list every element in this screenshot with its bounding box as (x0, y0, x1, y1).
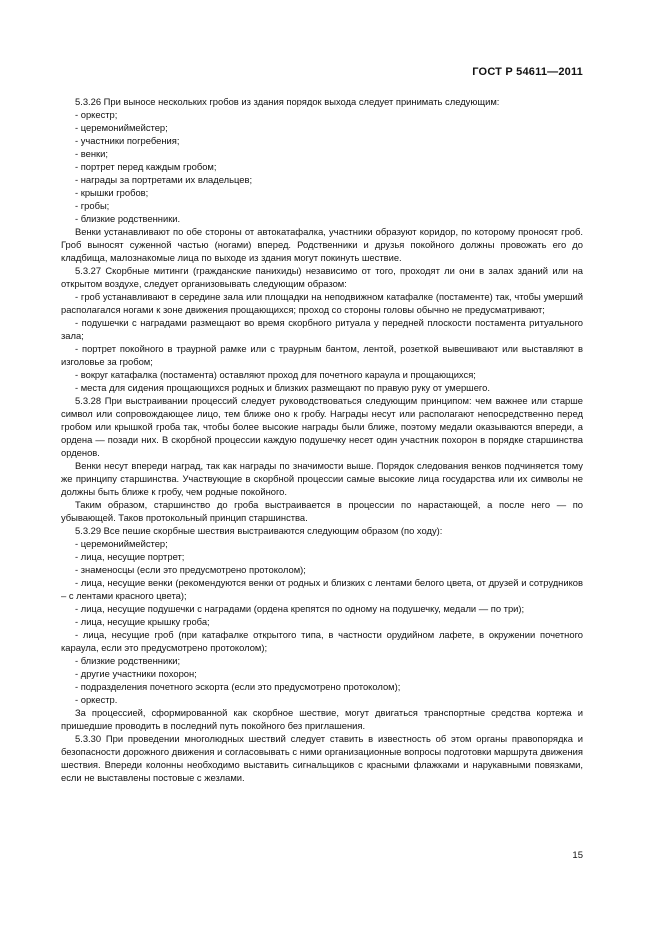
list-item: - крышки гробов; (75, 187, 149, 198)
list-item: - лица, несущие венки (рекомендуются венки от родных и близких с лентами белого цвета, от друзей и сотрудников – с лентами красного цвета); (61, 577, 583, 601)
list-item: - церемониймейстер; (75, 122, 168, 133)
list-item: - портрет покойного в траурной рамке или с траурным бантом, лентой, розеткой вывешивают или выставляют в изголовье за гробом; (61, 343, 583, 367)
list-item: - церемониймейстер; (75, 538, 168, 549)
list-item: - подушечки с наградами размещают во время скорбного ритуала у передней плоскости постамента ритуального зала; (61, 317, 583, 341)
document-body (61, 95, 583, 784)
paragraph: 5.3.27 Скорбные митинги (гражданские панихиды) независимо от того, проходят ли они в залах зданий или на открытом воздухе, следует организовывать следующим образом: (61, 265, 583, 289)
paragraph: 5.3.26 При выносе нескольких гробов из здания порядок выхода следует принимать следующим: (75, 96, 500, 107)
list-item: - портрет перед каждым гробом; (75, 161, 217, 172)
list-item: - знаменосцы (если это предусмотрено протоколом); (75, 564, 306, 575)
paragraph: 5.3.28 При выстраивании процессий следует руководствоваться следующим принципом: чем важнее или старше символ или сопровождающее лицо, тем ближе оно к гробу. Награды несут или располагают непосредственно перед гробом или крышкой гроба так, чтобы более высокие награды были ближе, поэтому медали оказываются впереди, а ордена — позади них. В скорбной процессии каждую подушечку несет один участник похорон в порядке старшинства орденов. (61, 395, 583, 458)
list-item: - оркестр; (75, 109, 118, 120)
list-item: - участники погребения; (75, 135, 180, 146)
list-item: - близкие родственники; (75, 655, 181, 666)
list-item: - гроб устанавливают в середине зала или площадки на неподвижном катафалке (постаменте) так, чтобы умерший располагался ногами к зоне движения прощающихся; проход со стороны головы обычно не предусматривают; (61, 291, 583, 315)
paragraph: 5.3.30 При проведении многолюдных шествий следует ставить в известность об этом органы правопорядка и безопасности дорожного движения и согласовывать с ними организационные вопросы подготовки маршрута движения шествия. Впереди колонны необходимо выставить сигнальщиков с красными флажками и нарукавными повязками, если не выставлены постовые с жезлами. (61, 733, 583, 783)
paragraph: Венки устанавливают по обе стороны от автокатафалка, участники образуют коридор, по которому проносят гроб. Гроб выносят суженной частью (ногами) вперед. Родственники и друзья покойного должны провожать его до кладбища, малознакомые лица по выходе из здания могут покинуть шествие. (61, 226, 583, 263)
paragraph: 5.3.29 Все пешие скорбные шествия выстраиваются следующим образом (по ходу): (75, 525, 443, 536)
list-item: - лица, несущие портрет; (75, 551, 185, 562)
list-item: - места для сидения прощающихся родных и близких размещают по правую руку от умершего. (75, 382, 490, 393)
list-item: - лица, несущие гроб (при катафалке открытого типа, в частности орудийном лафете, в окружении почетного караула, если это предусмотрено протоколом); (61, 629, 583, 653)
list-item: - оркестр. (75, 694, 118, 705)
paragraph: Венки несут впереди наград, так как награды по значимости выше. Порядок следования венков подчиняется тому же принципу старшинства. Участвующие в скорбной процессии самые высокие лица государства или их символы не должны быть ближе к гробу, чем родные покойного. (61, 460, 583, 497)
paragraph: За процессией, сформированной как скорбное шествие, могут двигаться транспортные средства кортежа и пришедшие проводить в последний путь покойного без приглашения. (61, 707, 583, 731)
list-item: - другие участники похорон; (75, 668, 197, 679)
list-item: - награды за портретами их владельцев; (75, 174, 253, 185)
list-item: - подразделения почетного эскорта (если это предусмотрено протоколом); (75, 681, 401, 692)
list-item: - лица, несущие подушечки с наградами (ордена крепятся по одному на подушечку, медали — по три); (75, 603, 525, 614)
list-item: - лица, несущие крышку гроба; (75, 616, 210, 627)
list-item: - венки; (75, 148, 108, 159)
list-item: - близкие родственники. (75, 213, 181, 224)
list-item: - вокруг катафалка (постамента) оставляют проход для почетного караула и прощающихся; (75, 369, 476, 380)
paragraph: Таким образом, старшинство до гроба выстраивается в процессии по нарастающей, а после него — по убывающей. Таков протокольный принцип старшинства. (61, 499, 583, 523)
standard-designation: ГОСТ Р 54611—2011 (472, 66, 583, 78)
page-number: 15 (572, 850, 583, 861)
list-item: - гробы; (75, 200, 110, 211)
